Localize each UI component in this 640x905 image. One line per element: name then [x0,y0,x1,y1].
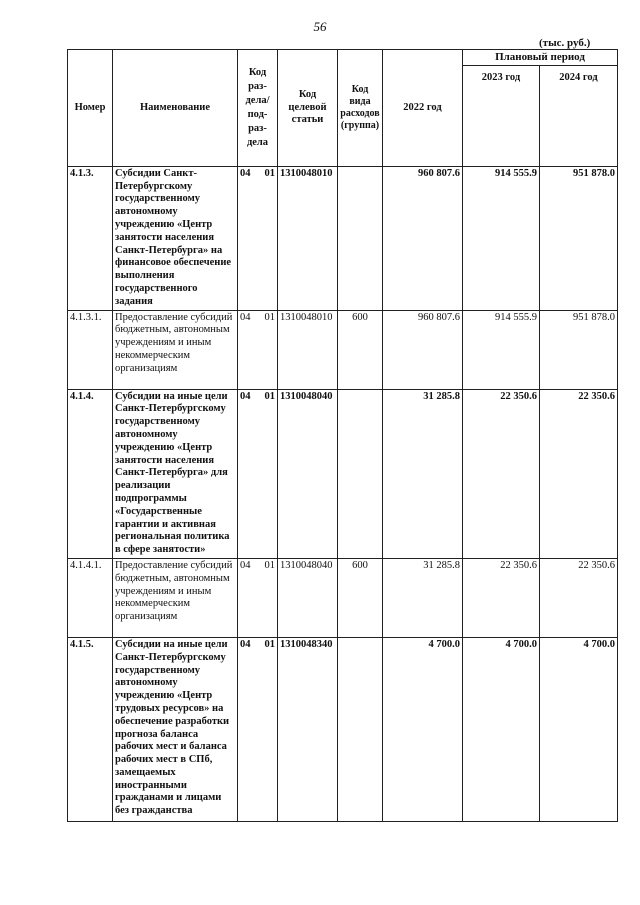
row-amount-2023: 22 350.6 [463,558,540,637]
row-amount-2024: 22 350.6 [540,389,618,558]
row-amount-2023: 914 555.9 [463,310,540,389]
row-number: 4.1.3. [68,166,113,310]
row-number: 4.1.4. [68,389,113,558]
table-row [68,166,618,310]
row-section-code: 04 [240,167,251,179]
table-row [68,310,618,389]
row-expense-type: 600 [338,310,383,389]
row-name: Предоставление субсидий бюджетным, автономным учреждениям и иным некоммерческим организациям [113,558,238,637]
units-label: (тыс. руб.) [539,37,591,49]
row-amount-2022: 31 285.8 [383,389,463,558]
row-amount-2022: 31 285.8 [383,558,463,637]
table-row [68,558,618,637]
row-subsection-code: 01 [264,311,275,323]
row-section [238,310,278,389]
row-section-code: 04 [240,559,251,571]
row-section [238,637,278,821]
row-section [238,166,278,310]
header-target: Код целевой статьи [278,50,338,167]
header-year-2024: 2024 год [540,65,618,166]
row-amount-2024: 4 700.0 [540,637,618,821]
row-number: 4.1.4.1. [68,558,113,637]
row-number: 4.1.5. [68,637,113,821]
row-name: Предоставление субсидий бюджетным, автономным учреждениям и иным некоммерческим организациям [113,310,238,389]
row-amount-2024: 951 878.0 [540,310,618,389]
row-name: Субсидии на иные цели Санкт-Петербургскому государственному автономному учреждению «Центр занятости населения Санкт-Петербурга» для реализации подпрограммы «Государственные гарантии и активная региональная политика в сфере занятости» [113,389,238,558]
row-amount-2024: 22 350.6 [540,558,618,637]
header-planned-period: Плановый период [463,50,618,66]
row-target: 1310048010 [278,166,338,310]
row-amount-2022: 4 700.0 [383,637,463,821]
table-row [68,637,618,821]
row-section-code: 04 [240,311,251,323]
row-target: 1310048010 [278,310,338,389]
row-expense-type [338,389,383,558]
row-expense-type [338,637,383,821]
row-amount-2023: 914 555.9 [463,166,540,310]
header-year-2023: 2023 год [463,65,540,166]
budget-table [67,49,618,822]
row-target: 1310048340 [278,637,338,821]
header-expense-type: Код вида расходов (группа) [338,50,383,167]
row-amount-2023: 22 350.6 [463,389,540,558]
row-section [238,389,278,558]
table-row [68,389,618,558]
header-name: Наименование [113,50,238,167]
header-year-2022: 2022 год [383,50,463,167]
row-amount-2022: 960 807.6 [383,310,463,389]
header-section: Код раз-дела/ под-раз-дела [238,50,278,167]
header-number: Номер [68,50,113,167]
row-section [238,558,278,637]
row-amount-2023: 4 700.0 [463,637,540,821]
row-expense-type: 600 [338,558,383,637]
row-name: Субсидии на иные цели Санкт-Петербургскому государственному автономному учреждению «Центр трудовых ресурсов» на обеспечение разработки прогноза баланса рабочих мест и баланса рабочих мест в СПб, замещаемых иностранными гражданами и лицами без гражданства [113,637,238,821]
row-amount-2024: 951 878.0 [540,166,618,310]
row-amount-2022: 960 807.6 [383,166,463,310]
row-target: 1310048040 [278,389,338,558]
row-target: 1310048040 [278,558,338,637]
row-subsection-code: 01 [264,167,275,179]
row-subsection-code: 01 [264,638,275,650]
row-subsection-code: 01 [264,559,275,571]
row-section-code: 04 [240,638,251,650]
row-section-code: 04 [240,390,251,402]
page-number: 56 [313,19,327,34]
row-number: 4.1.3.1. [68,310,113,389]
row-expense-type [338,166,383,310]
row-subsection-code: 01 [264,390,275,402]
row-name: Субсидии Санкт-Петербургскому государственному автономному учреждению «Центр занятости населения Санкт-Петербурга» на финансовое обеспечение выполнения государственного задания [113,166,238,310]
